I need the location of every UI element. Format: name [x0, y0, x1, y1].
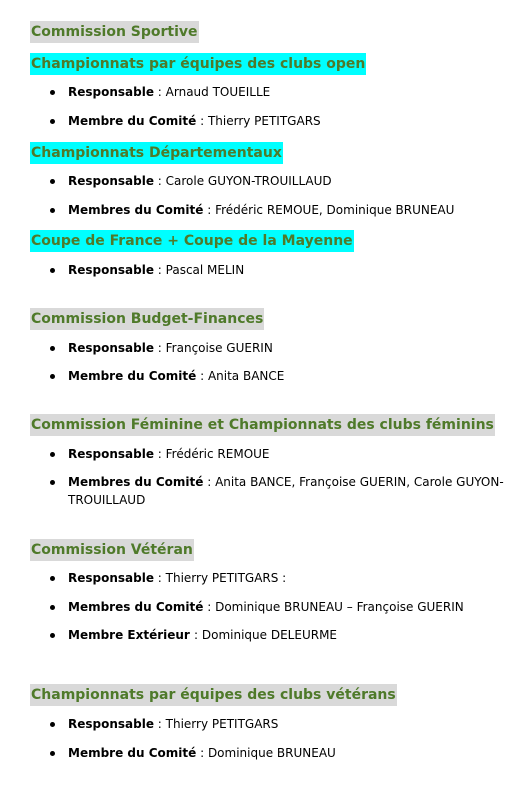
- item-label: Responsable: [68, 341, 154, 355]
- item-label: Responsable: [68, 263, 154, 277]
- item-value: : Anita BANCE, Françoise GUERIN, Carole GUYON-TROUILLAUD: [68, 475, 504, 507]
- item-value: : Arnaud TOUEILLE: [153, 85, 271, 99]
- item-value: : Thierry PETITGARS: [153, 717, 279, 731]
- heading-coupe-de-france: Coupe de France + Coupe de la Mayenne: [30, 230, 354, 252]
- bullet-icon: [50, 179, 55, 184]
- heading-commission-sportive: Commission Sportive: [30, 21, 199, 43]
- heading-budget-finances: Commission Budget-Finances: [30, 308, 264, 330]
- bullet-icon: [50, 605, 55, 610]
- list-item: [68, 445, 513, 463]
- item-label: Responsable: [68, 447, 154, 461]
- list-item: [68, 367, 513, 385]
- item-label: Membre du Comité: [68, 746, 197, 760]
- bullet-icon: [50, 119, 55, 124]
- item-label: Membre du Comité: [68, 369, 197, 383]
- bullet-icon: [50, 268, 55, 273]
- item-label: Membre du Comité: [68, 114, 197, 128]
- bullet-icon: [50, 751, 55, 756]
- item-value: : Dominique DELEURME: [194, 628, 337, 642]
- bullet-icon: [50, 722, 55, 727]
- list-item: [68, 83, 513, 101]
- list-item: [68, 112, 513, 130]
- item-value: : Pascal MELIN: [153, 263, 245, 277]
- list-item: [68, 744, 513, 762]
- item-value: : Frédéric REMOUE: [153, 447, 270, 461]
- item-value: : Thierry PETITGARS: [196, 114, 321, 128]
- item-label: Membres du Comité: [68, 600, 204, 614]
- bullet-icon: [50, 633, 55, 638]
- item-label: Responsable: [68, 85, 154, 99]
- item-value: : Dominique BRUNEAU – Françoise GUERIN: [203, 600, 464, 614]
- item-value: : Françoise GUERIN: [153, 341, 273, 355]
- list-item: [68, 598, 513, 616]
- bullet-icon: [50, 576, 55, 581]
- list-item: [68, 261, 513, 279]
- heading-championnats-open: Championnats par équipes des clubs open: [30, 53, 366, 75]
- bullet-icon: [50, 208, 55, 213]
- bullet-icon: [50, 452, 55, 457]
- bullet-icon: [50, 90, 55, 95]
- item-value: : Frédéric REMOUE, Dominique BRUNEAU: [203, 203, 455, 217]
- item-label: Membres du Comité: [68, 203, 204, 217]
- list-item: [68, 201, 513, 219]
- item-label: Responsable: [68, 571, 154, 585]
- item-value: : Carole GUYON-TROUILLAUD: [153, 174, 332, 188]
- list-item: [68, 473, 513, 509]
- item-value: : Dominique BRUNEAU: [196, 746, 336, 760]
- bullet-icon: [50, 480, 55, 485]
- heading-commission-veteran: Commission Vétéran: [30, 539, 194, 561]
- list-item: [68, 569, 513, 587]
- bullet-icon: [50, 346, 55, 351]
- list-item: [68, 715, 513, 733]
- item-label: Membre Extérieur: [68, 628, 195, 642]
- item-label: Membres du Comité: [68, 475, 204, 489]
- list-item: [68, 626, 513, 644]
- item-label: Responsable: [68, 174, 154, 188]
- item-value: : Anita BANCE: [196, 369, 285, 383]
- item-value: : Thierry PETITGARS :: [153, 571, 287, 585]
- heading-championnats-departementaux: Championnats Départementaux: [30, 142, 283, 164]
- heading-championnats-veterans: Championnats par équipes des clubs vétérans: [30, 684, 397, 706]
- list-item: [68, 339, 513, 357]
- heading-commission-feminine: Commission Féminine et Championnats des clubs féminins: [30, 414, 495, 436]
- bullet-icon: [50, 374, 55, 379]
- list-item: [68, 172, 513, 190]
- item-label: Responsable: [68, 717, 154, 731]
